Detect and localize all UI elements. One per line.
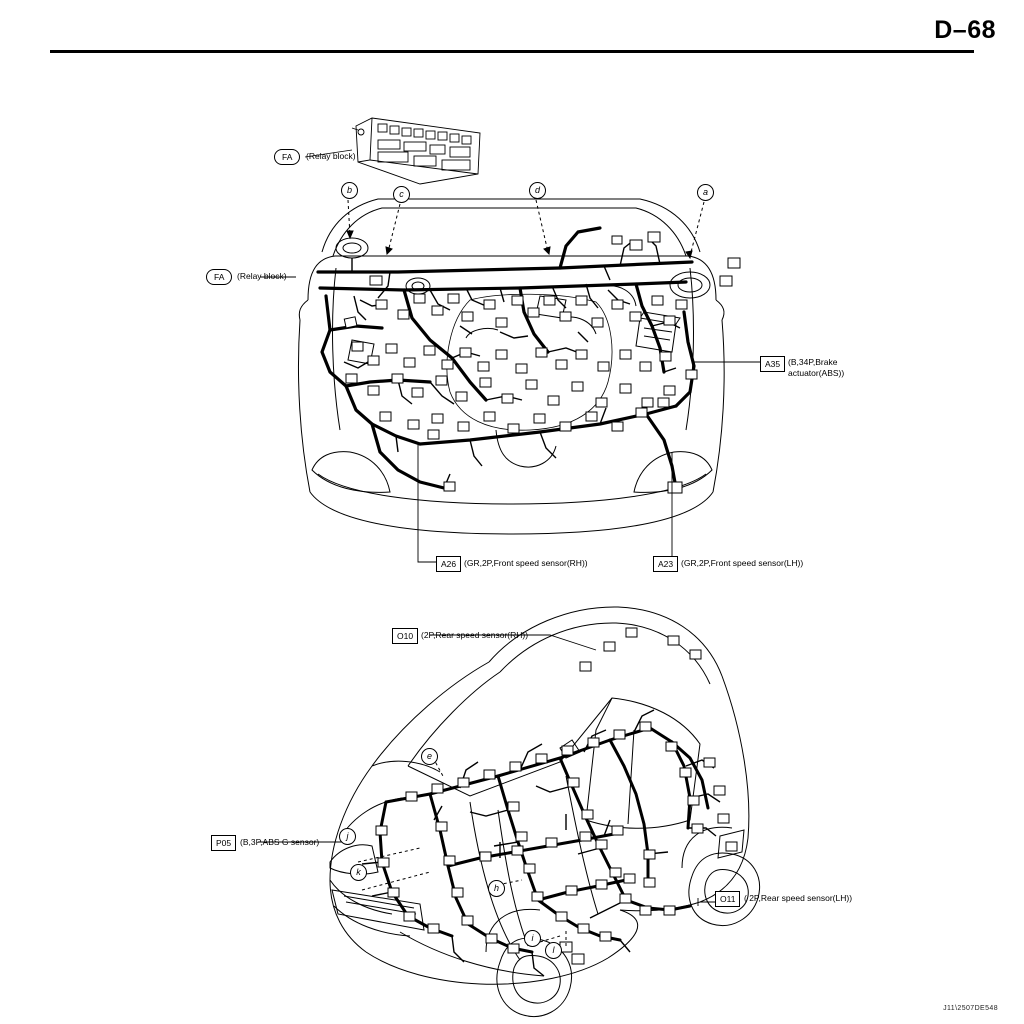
relay-block-top-note: (Relay block) — [306, 151, 356, 161]
connector-o11-code: O11 — [715, 891, 740, 907]
reference-marker-c: c — [393, 186, 410, 203]
reference-marker-b: b — [341, 182, 358, 199]
connector-o11-note: ( 2P,Rear speed sensor(LH)) — [744, 893, 853, 903]
connector-a26-note: (GR,2P,Front speed sensor(RH)) — [464, 558, 588, 568]
body-underfloor-diagram — [0, 580, 1024, 1024]
reference-marker-j: j — [339, 828, 356, 845]
reference-marker-d: d — [529, 182, 546, 199]
connector-p05-code: P05 — [211, 835, 236, 851]
connector-o10-note: (2P,Rear speed sensor(RH)) — [421, 630, 529, 640]
connector-p05-note: (B,3P,ABS G sensor) — [240, 837, 320, 847]
reference-marker-e: e — [421, 748, 438, 765]
reference-marker-a: a — [697, 184, 714, 201]
relay-block-top-code: FA — [274, 149, 300, 165]
relay-block-left-note: (Relay block) — [237, 271, 287, 281]
connector-a26-code: A26 — [436, 556, 461, 572]
connector-a35-code: A35 — [760, 356, 785, 372]
reference-marker-h: h — [488, 880, 505, 897]
connector-a35-note: (B,34P,Brake actuator(ABS)) — [788, 357, 845, 378]
relay-block-left-code: FA — [206, 269, 232, 285]
reference-marker-l: l — [545, 942, 562, 959]
reference-marker-k: k — [350, 864, 367, 881]
connector-a23-note: (GR,2P,Front speed sensor(LH)) — [681, 558, 804, 568]
connector-o10-code: O10 — [392, 628, 418, 644]
page-number: D–68 — [934, 16, 996, 44]
figure-code: J11\2507DE548 — [943, 1005, 998, 1012]
connector-a23-code: A23 — [653, 556, 678, 572]
reference-marker-i: i — [524, 930, 541, 947]
